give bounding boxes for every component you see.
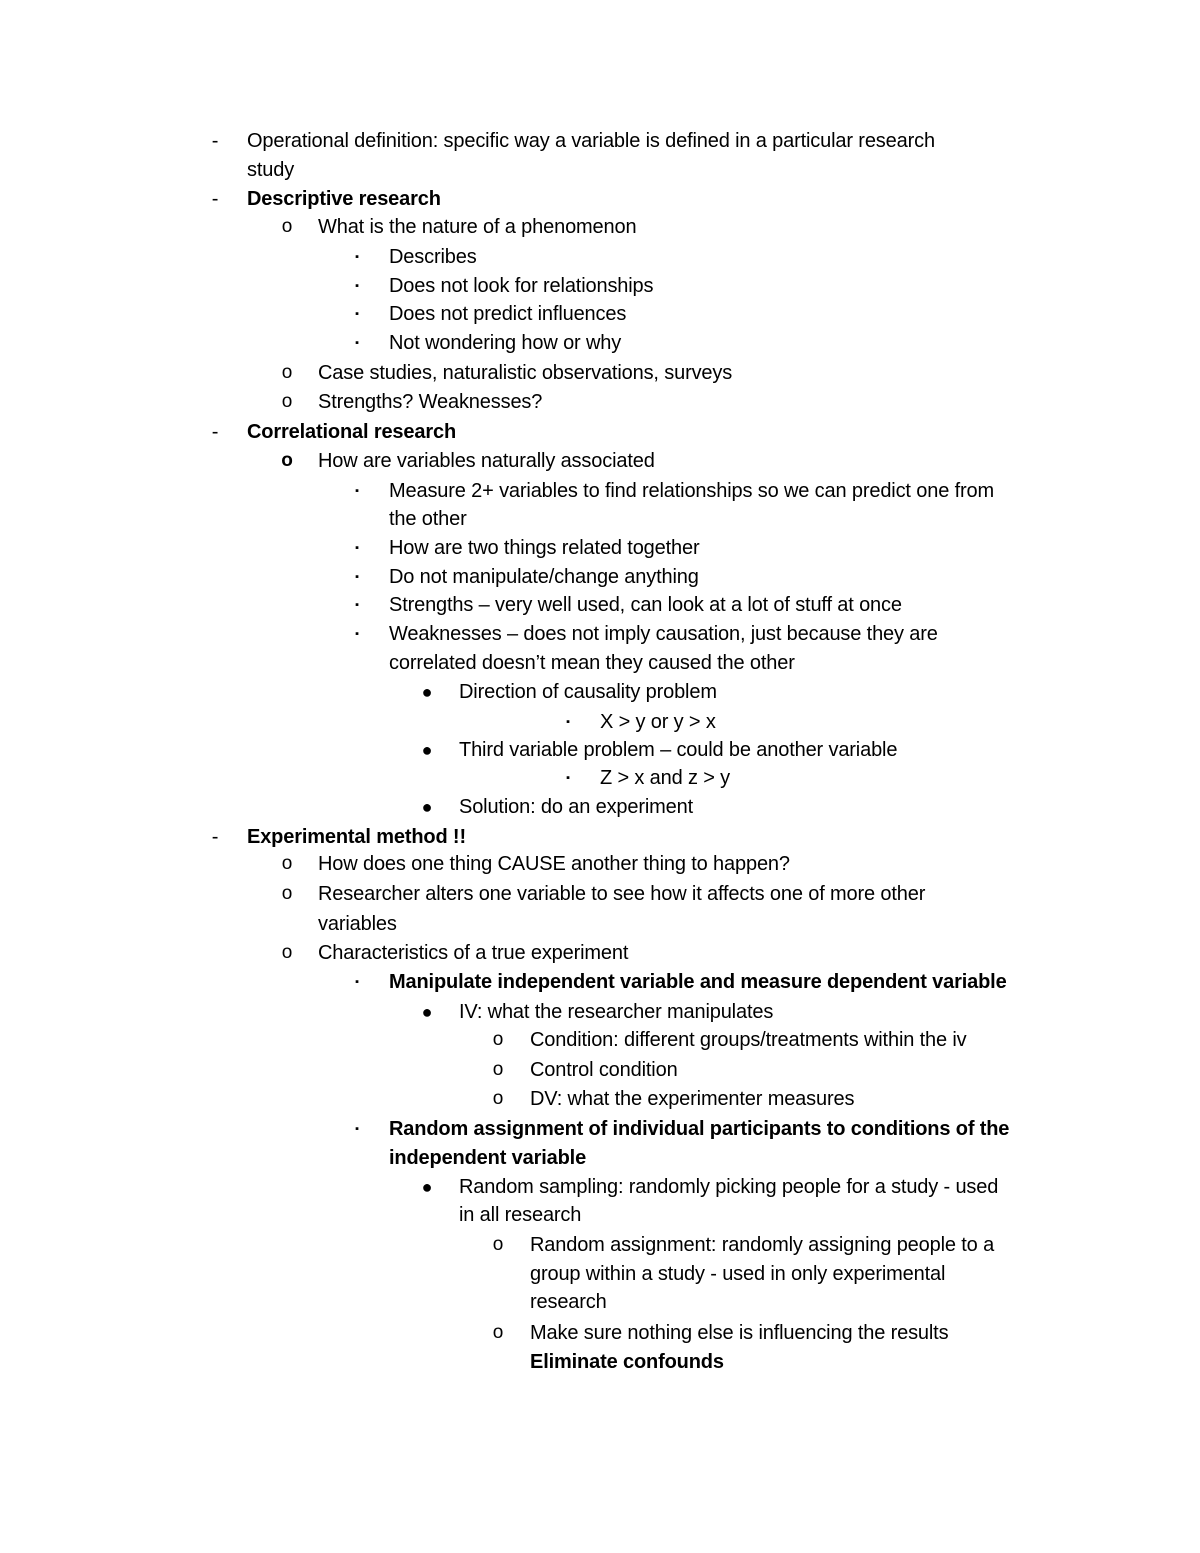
outline-text: Make sure nothing else is influencing the results: [530, 1322, 949, 1344]
outline-line: [0, 619, 1200, 649]
dash-bullet-icon: -: [211, 421, 219, 443]
outline-text: Solution: do an experiment: [459, 796, 694, 818]
outline-line: [0, 997, 1200, 1027]
square-bullet-icon: ▪: [355, 337, 359, 349]
square-bullet-icon: ▪: [355, 308, 359, 320]
outline-line: [0, 504, 1200, 534]
outline-line: [0, 707, 1200, 737]
outline-text: How does one thing CAUSE another thing to happen?: [318, 853, 790, 875]
outline-line: [0, 1143, 1200, 1173]
outline-line: [0, 476, 1200, 506]
outline-line: [0, 1287, 1200, 1317]
outline-text: Strengths – very well used, can look at a lot of stuff at once: [389, 594, 902, 616]
outline-line: [0, 735, 1200, 765]
outline-line: [0, 562, 1200, 592]
square-bullet-icon: ▪: [355, 628, 359, 640]
outline-text: Random assignment of individual participants to conditions of the: [389, 1118, 1010, 1140]
outline-text: Describes: [389, 246, 477, 268]
outline-text: Condition: different groups/treatments within the iv: [530, 1029, 967, 1051]
outline-line: [0, 387, 1200, 417]
outline-line: [0, 417, 1200, 447]
circle-bullet-icon: o: [492, 1059, 504, 1080]
outline-line: [0, 763, 1200, 793]
dot-bullet-icon: ●: [421, 1002, 433, 1022]
outline-line: [0, 242, 1200, 272]
circle-bullet-icon: o: [492, 1029, 504, 1050]
outline-text: Random assignment: randomly assigning people to a: [530, 1234, 995, 1256]
outline-text: Weaknesses – does not imply causation, just because they are: [389, 623, 938, 645]
outline-line: [0, 533, 1200, 563]
outline-line: [0, 446, 1200, 476]
dash-bullet-icon: -: [211, 130, 219, 152]
outline-line: [0, 879, 1200, 909]
outline-text: X > y or y > x: [600, 711, 716, 733]
outline-text: Does not look for relationships: [389, 275, 654, 297]
circle-bullet-icon: o: [281, 391, 293, 412]
outline-text: Does not predict influences: [389, 303, 627, 325]
outline-text: Control condition: [530, 1059, 678, 1081]
outline-text: study: [247, 159, 295, 181]
outline-text: Researcher alters one variable to see how it affects one of more other: [318, 883, 926, 905]
circle-bullet-icon: o: [492, 1322, 504, 1343]
outline-line: [0, 792, 1200, 822]
outline-line: [0, 155, 1200, 185]
circle-bullet-icon: o: [281, 450, 293, 471]
circle-bullet-icon: o: [281, 362, 293, 383]
outline-text: Correlational research: [247, 421, 457, 443]
outline-text: Characteristics of a true experiment: [318, 942, 629, 964]
outline-text: Z > x and z > y: [600, 767, 731, 789]
outline-line: [0, 1172, 1200, 1202]
outline-line: [0, 126, 1200, 156]
outline-line: [0, 909, 1200, 939]
outline-line: [0, 967, 1200, 997]
outline-text: Operational definition: specific way a variable is defined in a particular research: [247, 130, 935, 152]
outline-text: Not wondering how or why: [389, 332, 622, 354]
outline-line: [0, 1114, 1200, 1144]
circle-bullet-icon: o: [281, 883, 293, 904]
outline-text: Third variable problem – could be another variable: [459, 739, 898, 761]
outline-line: [0, 849, 1200, 879]
outline-line: [0, 328, 1200, 358]
outline-line: [0, 184, 1200, 214]
outline-line: [0, 1025, 1200, 1055]
outline-text: How are variables naturally associated: [318, 450, 655, 472]
outline-text: IV: what the researcher manipulates: [459, 1001, 774, 1023]
outline-line: [0, 822, 1200, 852]
circle-bullet-icon: o: [492, 1234, 504, 1255]
dash-bullet-icon: -: [211, 826, 219, 848]
outline-text: group within a study - used in only experimental: [530, 1263, 946, 1285]
outline-text: variables: [318, 913, 397, 935]
outline-text: independent variable: [389, 1147, 587, 1169]
dash-bullet-icon: -: [211, 188, 219, 210]
dot-bullet-icon: ●: [421, 682, 433, 702]
square-bullet-icon: ▪: [355, 485, 359, 497]
square-bullet-icon: ▪: [355, 976, 359, 988]
dot-bullet-icon: ●: [421, 1177, 433, 1197]
circle-bullet-icon: o: [281, 853, 293, 874]
outline-line: [0, 1055, 1200, 1085]
outline-line: [0, 271, 1200, 301]
outline-line: [0, 358, 1200, 388]
outline-text: correlated doesn’t mean they caused the other: [389, 652, 795, 674]
square-bullet-icon: ▪: [566, 772, 570, 784]
outline-line: [0, 299, 1200, 329]
outline-text: Eliminate confounds: [530, 1351, 724, 1373]
outline-text: Random sampling: randomly picking people for a study - used: [459, 1176, 999, 1198]
outline-text: Experimental method !!: [247, 826, 466, 848]
square-bullet-icon: ▪: [355, 542, 359, 554]
outline-line: [0, 1230, 1200, 1260]
dot-bullet-icon: ●: [421, 797, 433, 817]
circle-bullet-icon: o: [281, 942, 293, 963]
outline-line: [0, 212, 1200, 242]
square-bullet-icon: ▪: [566, 716, 570, 728]
outline-line: [0, 1259, 1200, 1289]
outline-text: Do not manipulate/change anything: [389, 566, 699, 588]
outline-line: [0, 590, 1200, 620]
outline-line: [0, 938, 1200, 968]
outline-line: [0, 677, 1200, 707]
square-bullet-icon: ▪: [355, 251, 359, 263]
square-bullet-icon: ▪: [355, 599, 359, 611]
square-bullet-icon: ▪: [355, 280, 359, 292]
circle-bullet-icon: o: [492, 1088, 504, 1109]
dot-bullet-icon: ●: [421, 740, 433, 760]
outline-text: Measure 2+ variables to find relationships so we can predict one from: [389, 480, 994, 502]
circle-bullet-icon: o: [281, 216, 293, 237]
outline-text: DV: what the experimenter measures: [530, 1088, 855, 1110]
square-bullet-icon: ▪: [355, 571, 359, 583]
outline-text: Direction of causality problem: [459, 681, 717, 703]
outline-text: Descriptive research: [247, 188, 441, 210]
outline-line: [0, 1318, 1200, 1348]
outline-text: in all research: [459, 1204, 582, 1226]
outline-text: Strengths? Weaknesses?: [318, 391, 543, 413]
outline-text: How are two things related together: [389, 537, 700, 559]
outline-line: [0, 1084, 1200, 1114]
outline-text: What is the nature of a phenomenon: [318, 216, 637, 238]
outline-line: [0, 1347, 1200, 1377]
outline-text: research: [530, 1291, 607, 1313]
outline-line: [0, 648, 1200, 678]
outline-text: the other: [389, 508, 467, 530]
outline-text: Case studies, naturalistic observations, surveys: [318, 362, 733, 384]
outline-line: [0, 1200, 1200, 1230]
square-bullet-icon: ▪: [355, 1123, 359, 1135]
outline-text: Manipulate independent variable and measure dependent variable: [389, 971, 1007, 993]
